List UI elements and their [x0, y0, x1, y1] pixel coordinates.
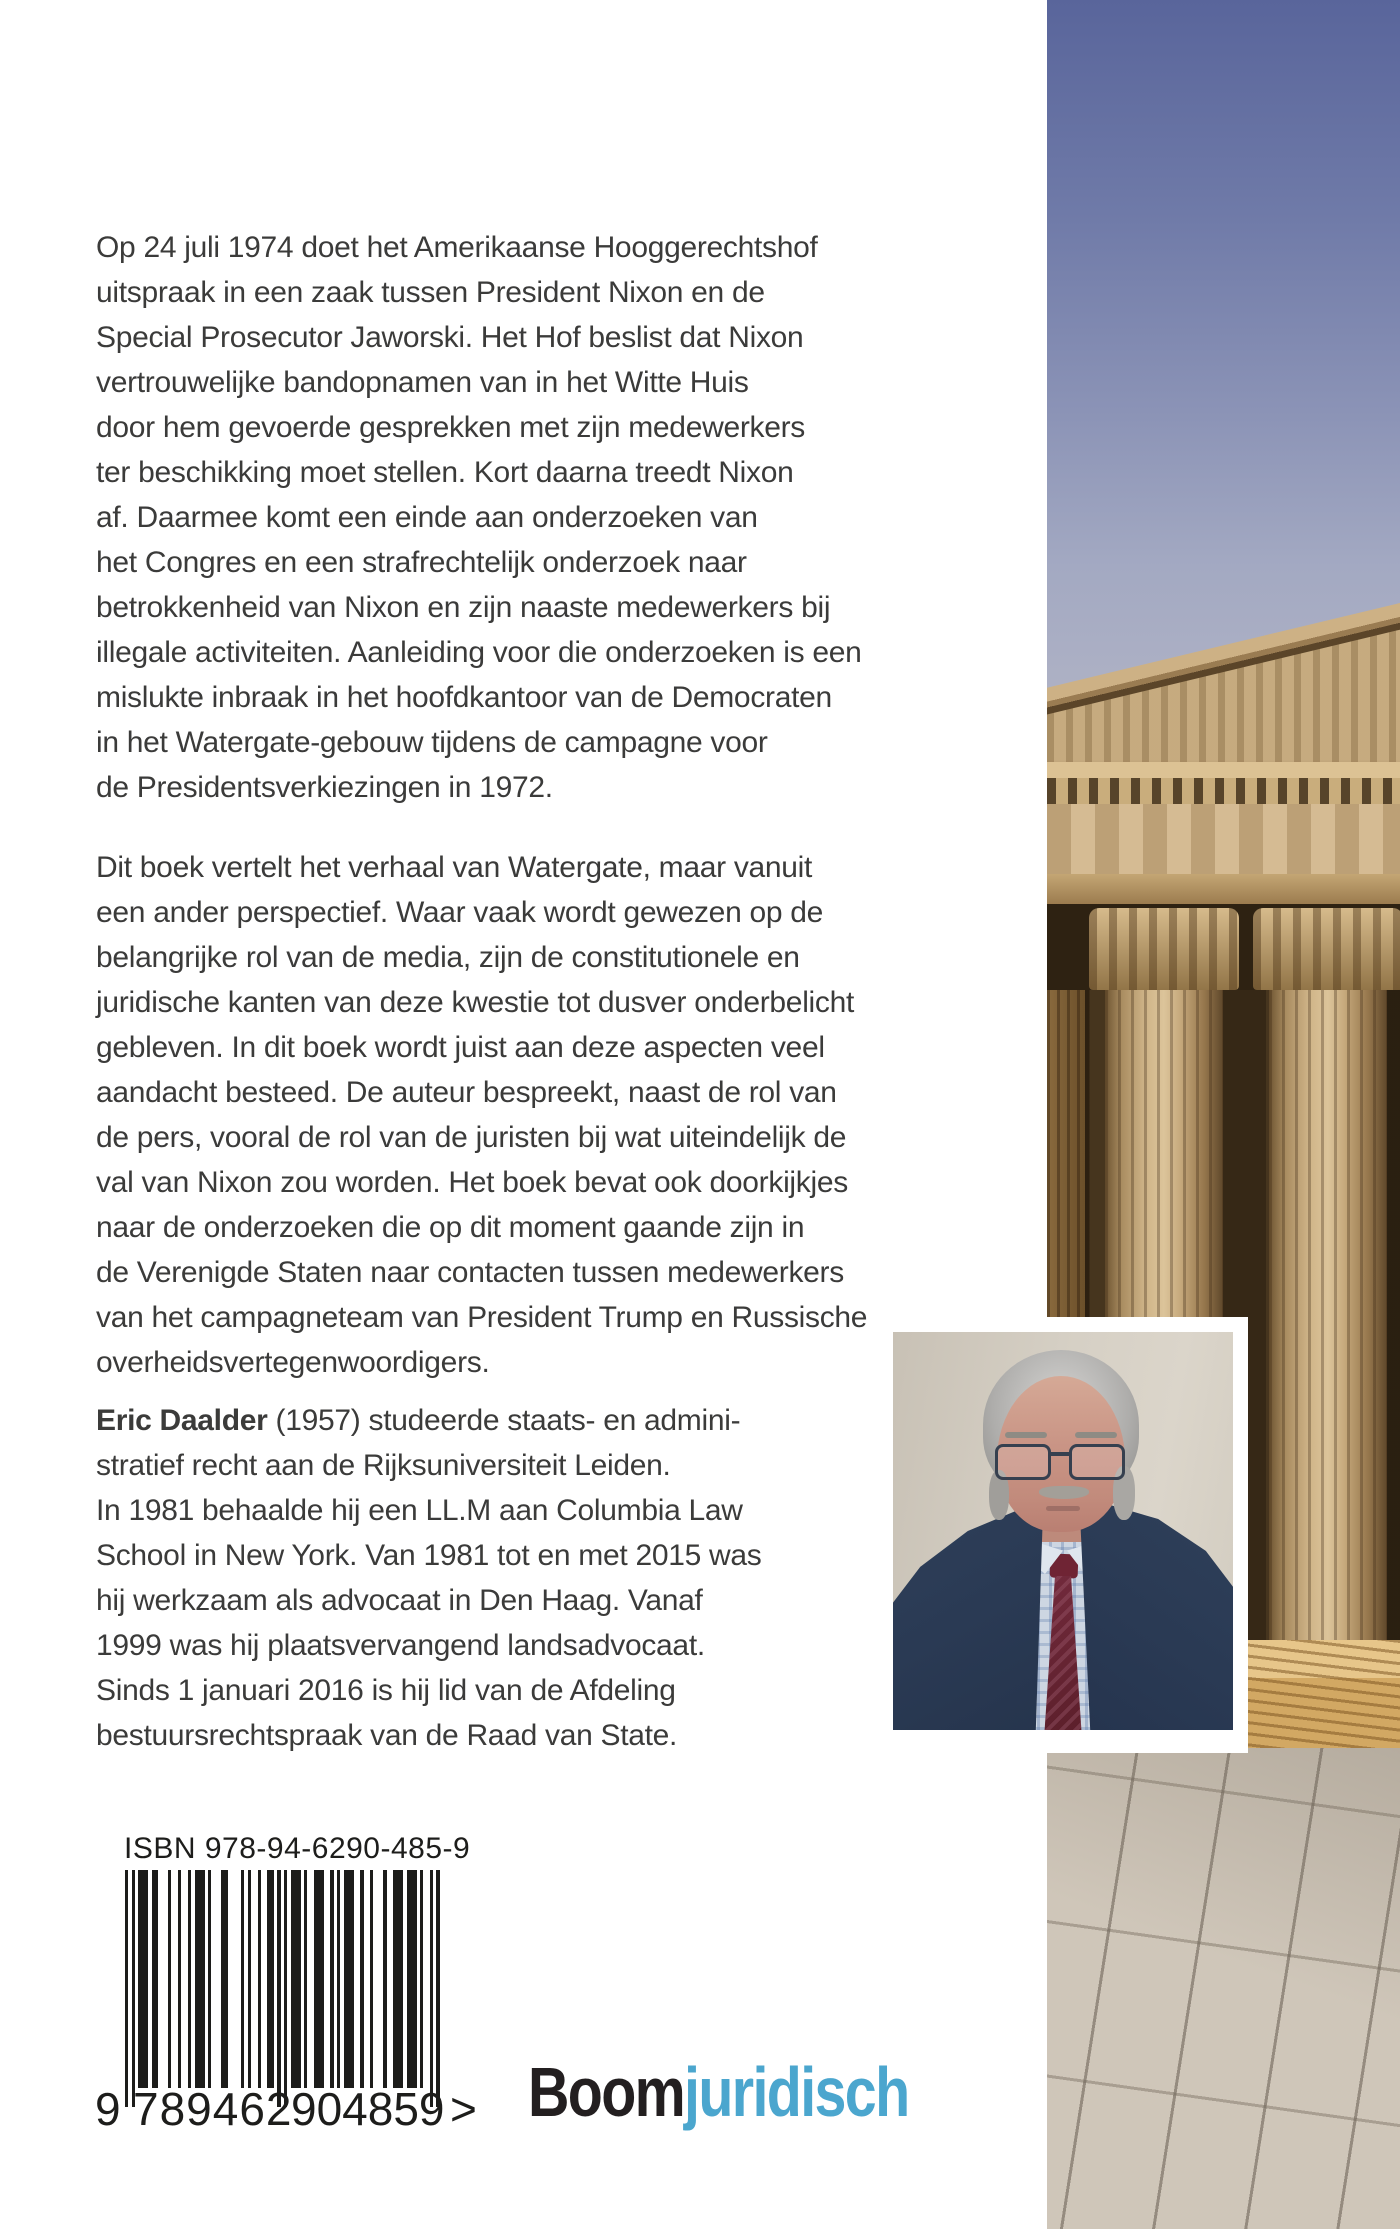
author-portrait-photo	[893, 1332, 1233, 1730]
glasses-lens	[1069, 1444, 1125, 1480]
supreme-court-facade-photo	[1047, 0, 1400, 2229]
dentil-band	[1047, 778, 1400, 804]
publisher-logo-boom: Boom	[528, 2053, 685, 2131]
bio-first-line	[96, 1398, 761, 1443]
blurb-paragraph-2: Dit boek vertelt het verhaal van Watergate, maar vanuit een ander perspectief. Waar vaak wordt gewezen op de belangrijke rol van de media, zijn de constitutionele en juridische kanten van deze kwestie tot dusver onderbelicht gebleven. In dit boek wordt juist aan deze aspecten veel aandacht besteed. De auteur bespreekt, naast de rol van de pers, vooral de rol van de juristen bij wat uiteindelijk de val van Nixon zou worden. Het boek bevat ook doorkijkjes naar de onderzoeken die op dit moment gaande zijn in de Verenigde Staten naar contacten tussen medewerkers van het campagneteam van President Trump en Russische overheidsvertegenwoordigers.	[96, 851, 868, 1379]
bio-text: stratief recht aan de Rijksuniversiteit Leiden. In 1981 behaalde hij een LL.M aan Columbia Law School in New York. Van 1981 tot en met 2015 was hij werkzaam als advocaat in Den Haag. Vanaf 1999 was hij plaatsvervangend landsadvocaat. Sinds 1 januari 2016 is hij lid van de Afdeling bestuursrechtspraak van de Raad van State.	[96, 1449, 762, 1752]
sky	[1047, 0, 1400, 708]
publisher-logo	[528, 2052, 909, 2132]
barcode-end-mark: >	[450, 2083, 476, 2135]
architrave-band	[1047, 874, 1400, 904]
eyebrow	[1075, 1432, 1117, 1438]
glasses	[993, 1444, 1129, 1486]
glasses-bridge	[1049, 1452, 1071, 1456]
mustache	[1039, 1486, 1089, 1499]
marble-pavement	[1047, 1748, 1400, 2229]
mouth	[1046, 1506, 1080, 1511]
eyebrow	[1005, 1432, 1047, 1438]
column-capital	[1253, 908, 1400, 990]
glasses-lens	[995, 1444, 1051, 1480]
barcode-digit-group2: 904859	[291, 2083, 445, 2135]
author-portrait	[880, 1317, 1248, 1753]
publisher-logo-juridisch: juridisch	[684, 2053, 909, 2131]
barcode-digit-prefix: 9	[95, 2083, 120, 2135]
author-bio	[96, 1398, 761, 1758]
frieze-band	[1047, 804, 1400, 874]
blurb-paragraph-1: Op 24 juli 1974 doet het Amerikaanse Hooggerechtshof uitspraak in een zaak tussen President Nixon en de Special Prosecutor Jaworski. Het Hof beslist dat Nixon vertrouwelijke bandopnamen van in het Witte Huis door hem gevoerde gesprekken met zijn medewerkers ter beschikking moet stellen. Kort daarna treedt Nixon af. Daarmee komt een einde aan onderzoeken van het Congres en een strafrechtelijk onderzoek naar betrokkenheid van Nixon en zijn naaste medewerkers bij illegale activiteiten. Aanleiding voor die onderzoeken is een mislukte inbraak in het hoofdkantoor van de Democraten in het Watergate-gebouw tijdens de campagne voor de Presidentsverkiezingen in 1972.	[96, 231, 862, 804]
cornice-ledge	[1047, 762, 1400, 778]
bio-first-line-rest: (1957) studeerde staats- en admini-	[267, 1404, 741, 1437]
author-name: Eric Daalder	[96, 1404, 268, 1437]
barcode-digit-group1: 789462	[133, 2083, 293, 2135]
column-capital	[1089, 908, 1239, 990]
isbn-barcode	[125, 1870, 440, 2107]
isbn-label: ISBN 978-94-6290-485-9	[124, 1832, 471, 1865]
